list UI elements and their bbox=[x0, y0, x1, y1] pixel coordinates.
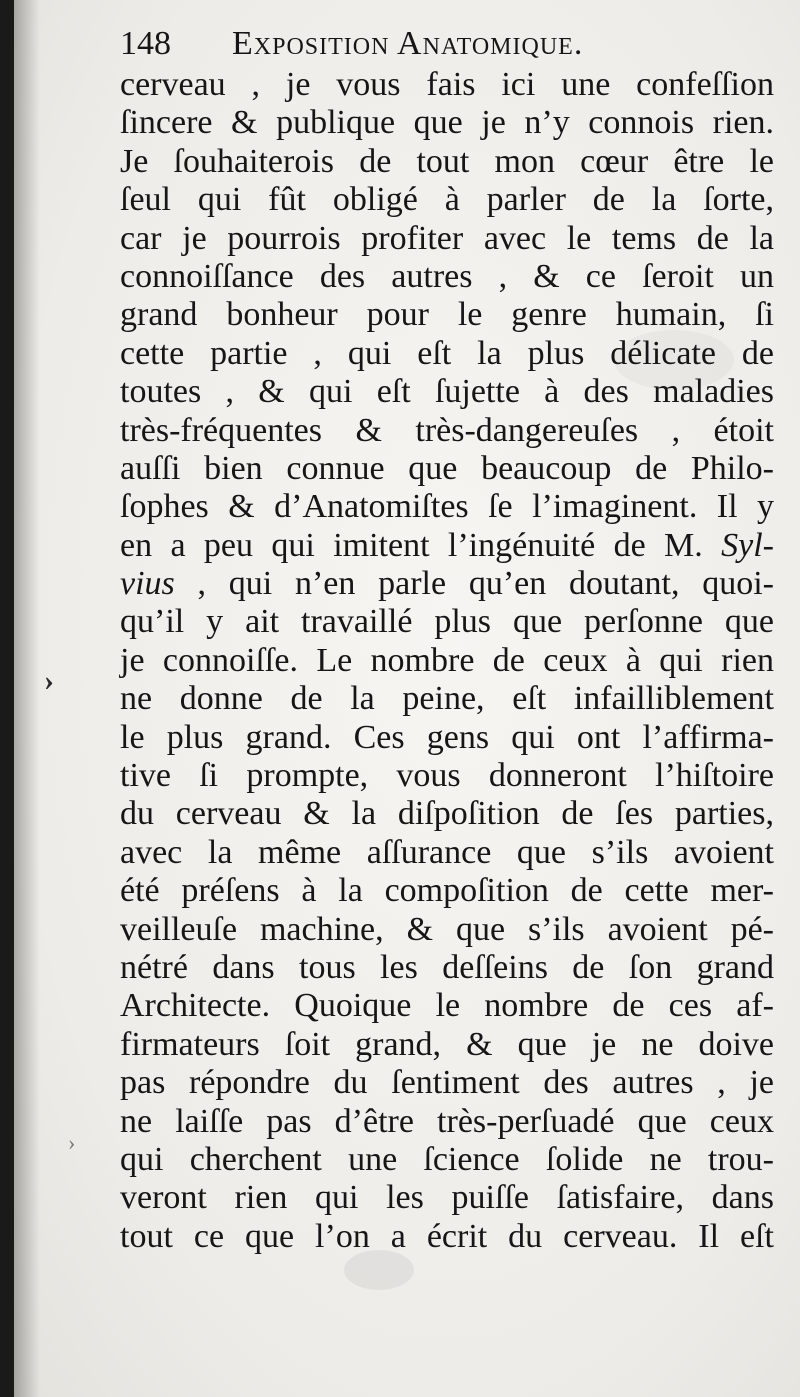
margin-mark: › bbox=[44, 664, 54, 697]
text-line: le plus grand. Ces gens qui ont l’affirma- bbox=[120, 718, 774, 756]
text-line: pas répondre du ſentiment des autres , je bbox=[120, 1064, 774, 1102]
text-line: ne laiſſe pas d’être très-perſuadé que ceux bbox=[120, 1102, 774, 1140]
text-line: auſſi bien connue que beaucoup de Philo- bbox=[120, 449, 774, 487]
book-page bbox=[14, 0, 800, 1397]
text-line: tive ſi prompte, vous donneront l’hiſtoire bbox=[120, 757, 774, 795]
text-line: nétré dans tous les deſſeins de ſon grand bbox=[120, 948, 774, 986]
italic-name: vius bbox=[120, 565, 175, 603]
text-line: Architecte. Quoique le nombre de ces af- bbox=[120, 987, 774, 1025]
text-line: firmateurs ſoit grand, & que je ne doive bbox=[120, 1025, 774, 1063]
text-line: ſincere & publique que je n’y connois rien. bbox=[120, 104, 774, 142]
text-line: ſeul qui fût obligé à parler de la ſorte, bbox=[120, 181, 774, 219]
text-line: connoiſſance des autres , & ce ſeroit un bbox=[120, 257, 774, 295]
text-line: veront rien qui les puiſſe ſatisfaire, dans bbox=[120, 1179, 774, 1217]
italic-name: Syl- bbox=[721, 526, 774, 564]
text-line: très-fréquentes & très-dangereuſes , étoit bbox=[120, 411, 774, 449]
text-line: ne donne de la peine, eſt infailliblement bbox=[120, 680, 774, 718]
page-gutter-shadow bbox=[14, 0, 40, 1397]
text-line: je connoiſſe. Le nombre de ceux à qui rien bbox=[120, 641, 774, 679]
text-line: été préſens à la compoſition de cette mer- bbox=[120, 872, 774, 910]
page-number: 148 bbox=[120, 25, 171, 62]
text-line: qui cherchent une ſcience ſolide ne trou- bbox=[120, 1140, 774, 1178]
text-line: cerveau , je vous fais ici une confeſſion bbox=[120, 66, 774, 103]
text-line: avec la même aſſurance que s’ils avoient bbox=[120, 833, 774, 871]
body-text bbox=[120, 66, 774, 1256]
margin-mark: › bbox=[68, 1130, 76, 1155]
text-line: car je pourrois profiter avec le tems de la bbox=[120, 219, 774, 257]
page-header bbox=[120, 22, 780, 66]
running-head: Exposition Anatomique. bbox=[232, 25, 584, 62]
text-line: vius , qui n’en parle qu’en doutant, quoi- bbox=[120, 565, 774, 603]
text-line: cette partie , qui eſt la plus délicate de bbox=[120, 334, 774, 372]
text-line: du cerveau & la diſpoſition de ſes parties, bbox=[120, 795, 774, 833]
text-line: veilleuſe machine, & que s’ils avoient pé- bbox=[120, 910, 774, 948]
text-line: Je ſouhaiterois de tout mon cœur être le bbox=[120, 142, 774, 180]
text-line: toutes , & qui eſt ſujette à des maladies bbox=[120, 373, 774, 411]
text-line: ſophes & d’Anatomiſtes ſe l’imaginent. Il y bbox=[120, 488, 774, 526]
text-line: en a peu qui imitent l’ingénuité de M. Syl- bbox=[120, 526, 774, 564]
text-line: tout ce que l’on a écrit du cerveau. Il eſt bbox=[120, 1217, 774, 1255]
text-line: qu’il y ait travaillé plus que perſonne que bbox=[120, 603, 774, 641]
text-line: grand bonheur pour le genre humain, ſi bbox=[120, 296, 774, 334]
